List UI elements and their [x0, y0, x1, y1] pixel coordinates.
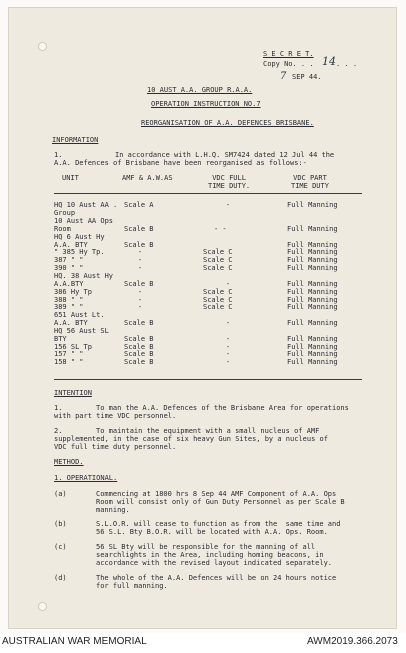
- vdc-full-cell: - -: [214, 225, 227, 233]
- info-para-number: 1.: [54, 151, 63, 159]
- vdc-full-cell: Scale C: [203, 288, 233, 296]
- date-text: SEP 44.: [292, 73, 322, 81]
- unit-cell: A.A.BTY: [54, 280, 84, 288]
- amf-cell: -: [138, 248, 143, 256]
- vdc-full-cell: -: [226, 343, 231, 351]
- vdc-part-cell: Full Manning: [287, 256, 338, 264]
- instruction-title: OPERATION INSTRUCTION NO.7: [151, 100, 261, 108]
- unit-cell: 388 " ": [54, 296, 84, 304]
- unit-cell: 10 Aust AA Ops: [54, 217, 114, 225]
- unit-cell: " 385 Hy Tp.: [54, 248, 105, 256]
- amf-cell: Scale B: [124, 225, 154, 233]
- information-heading: INFORMATION: [52, 136, 99, 144]
- method-item-line: 56 SL Bty will be responsible for the manning of all: [96, 543, 316, 551]
- unit-cell: HQ 56 Aust SL: [54, 327, 109, 335]
- column-header-vdc-full: VDC FULL TIME DUTY.: [208, 174, 251, 190]
- vdc-part-cell: Full Manning: [287, 201, 338, 209]
- vdc-part-cell: Full Manning: [287, 225, 338, 233]
- unit-cell: 158 " ": [54, 358, 84, 366]
- method-item-line: manning.: [96, 506, 130, 514]
- copy-number-value: 14: [322, 55, 336, 68]
- vdc-full-cell: Scale C: [203, 296, 233, 304]
- method-item-line: Commencing at 1800 hrs 8 Sep 44 AMF Component of A.A. Ops: [96, 490, 337, 498]
- unit-cell: HQ 10 Aust AA .: [54, 201, 118, 209]
- vdc-full-cell: -: [226, 201, 231, 209]
- unit-cell: BTY: [54, 335, 67, 343]
- unit-cell: 651 Aust Lt.: [54, 311, 105, 319]
- unit-cell: Group: [54, 209, 76, 217]
- info-para-line: A.A. Defences of Brisbane have been reorganised as follows:-: [54, 159, 307, 167]
- intention-para-line: To man the A.A. Defences of the Brisbane Area for operations: [96, 404, 349, 412]
- method-item-line: accordance with the revised layout indicated separately.: [96, 559, 333, 567]
- method-item-line: for full manning.: [96, 582, 168, 590]
- intention-para-number: 1.: [54, 404, 63, 412]
- method-item-line: The whole of the A.A. Defences will be on 24 hours notice: [96, 574, 337, 582]
- vdc-full-cell: Scale C: [203, 264, 233, 272]
- amf-cell: Scale B: [124, 319, 154, 327]
- vdc-part-cell: Full Manning: [287, 335, 338, 343]
- vdc-part-cell: Full Manning: [287, 358, 338, 366]
- vdc-part-cell: Full Manning: [287, 296, 338, 304]
- unit-cell: 389 " ": [54, 303, 84, 311]
- column-header-amf: AMF & A.W.AS: [122, 174, 173, 182]
- archive-source: AUSTRALIAN WAR MEMORIAL: [2, 636, 147, 647]
- group-title: 10 AUST A.A. GROUP R.A.A.: [147, 86, 253, 94]
- amf-cell: Scale B: [124, 358, 154, 366]
- method-item-line: Room will consist only of Gun Duty Personnel as per Scale B: [96, 498, 345, 506]
- intention-heading: INTENTION: [54, 389, 92, 397]
- amf-cell: -: [138, 296, 143, 304]
- unit-cell: Room: [54, 225, 71, 233]
- vdc-full-cell: -: [226, 335, 231, 343]
- method-item-label: (b): [54, 520, 67, 528]
- operational-subheading: 1. OPERATIONAL.: [54, 474, 118, 482]
- unit-cell: 156 SL Tp: [54, 343, 92, 351]
- date-day-handwritten: 7: [280, 71, 287, 82]
- intention-para-line: with part time VDC personnel.: [54, 412, 177, 420]
- intention-para-number: 2.: [54, 427, 63, 435]
- unit-cell: 390 " ": [54, 264, 84, 272]
- copy-number-tail: . . .: [336, 60, 358, 68]
- vdc-part-cell: Full Manning: [287, 241, 338, 249]
- method-item-line: searchlights in the Area, including homing beacons, in: [96, 551, 324, 559]
- vdc-full-cell: -: [226, 280, 231, 288]
- unit-cell: 157 " ": [54, 350, 84, 358]
- column-header-unit: UNIT: [62, 174, 79, 182]
- amf-cell: Scale B: [124, 350, 154, 358]
- vdc-part-cell: Full Manning: [287, 288, 338, 296]
- punch-hole: [38, 42, 47, 51]
- vdc-part-cell: Full Manning: [287, 264, 338, 272]
- amf-cell: -: [138, 303, 143, 311]
- vdc-full-cell: Scale C: [203, 248, 233, 256]
- unit-cell: 387 " ": [54, 256, 84, 264]
- vdc-full-cell: -: [226, 358, 231, 366]
- unit-cell: 386 Hy Tp: [54, 288, 92, 296]
- amf-cell: Scale B: [124, 343, 154, 351]
- amf-cell: Scale B: [124, 241, 154, 249]
- amf-cell: -: [138, 264, 143, 272]
- punch-hole: [38, 602, 47, 611]
- secret-marking: S E C R E T.: [263, 50, 314, 58]
- method-item-line: S.L.O.R. will cease to function as from the same time and: [96, 520, 341, 528]
- intention-para-line: To maintain the equipment with a small nucleus of AMF: [96, 427, 320, 435]
- table-header-rule: [54, 193, 362, 194]
- info-para-line: In accordance with L.H.Q. SM7424 dated 12 Jul 44 the: [115, 151, 335, 159]
- intention-para-line: supplemented, in the case of six heavy Gun Sites, by a nucleus of: [54, 435, 328, 443]
- unit-cell: HQ. 38 Aust Hy: [54, 272, 114, 280]
- vdc-part-cell: Full Manning: [287, 350, 338, 358]
- method-heading: METHOD.: [54, 458, 84, 466]
- unit-cell: A.A. BTY: [54, 319, 88, 327]
- vdc-part-cell: Full Manning: [287, 248, 338, 256]
- column-header-vdc-part: VDC PART TIME DUTY: [291, 174, 329, 190]
- intention-para-line: VDC full time duty personnel.: [54, 443, 177, 451]
- method-item-label: (c): [54, 543, 67, 551]
- vdc-part-cell: Full Manning: [287, 319, 338, 327]
- unit-cell: HQ 6 Aust Hy: [54, 233, 105, 241]
- vdc-full-cell: Scale C: [203, 303, 233, 311]
- subject-title: REORGANISATION OF A.A. DEFENCES BRISBANE.: [141, 119, 314, 127]
- vdc-part-cell: Full Manning: [287, 343, 338, 351]
- archive-reference: AWM2019.366.2073: [307, 636, 398, 647]
- amf-cell: Scale A: [124, 201, 154, 209]
- table-footer-rule: [54, 379, 362, 380]
- vdc-full-cell: Scale C: [203, 256, 233, 264]
- unit-cell: A.A. BTY: [54, 241, 88, 249]
- copy-number-label: Copy No. . .: [263, 60, 314, 68]
- amf-cell: Scale B: [124, 335, 154, 343]
- vdc-full-cell: -: [226, 350, 231, 358]
- archive-caption-bar: [0, 633, 406, 653]
- vdc-full-cell: -: [226, 319, 231, 327]
- vdc-part-cell: Full Manning: [287, 280, 338, 288]
- method-item-line: 56 S.L. Bty B.O.R. will be located with A.A. Ops. Room.: [96, 528, 328, 536]
- amf-cell: Scale B: [124, 280, 154, 288]
- amf-cell: -: [138, 256, 143, 264]
- amf-cell: -: [138, 288, 143, 296]
- method-item-label: (a): [54, 490, 67, 498]
- vdc-part-cell: Full Manning: [287, 303, 338, 311]
- method-item-label: (d): [54, 574, 67, 582]
